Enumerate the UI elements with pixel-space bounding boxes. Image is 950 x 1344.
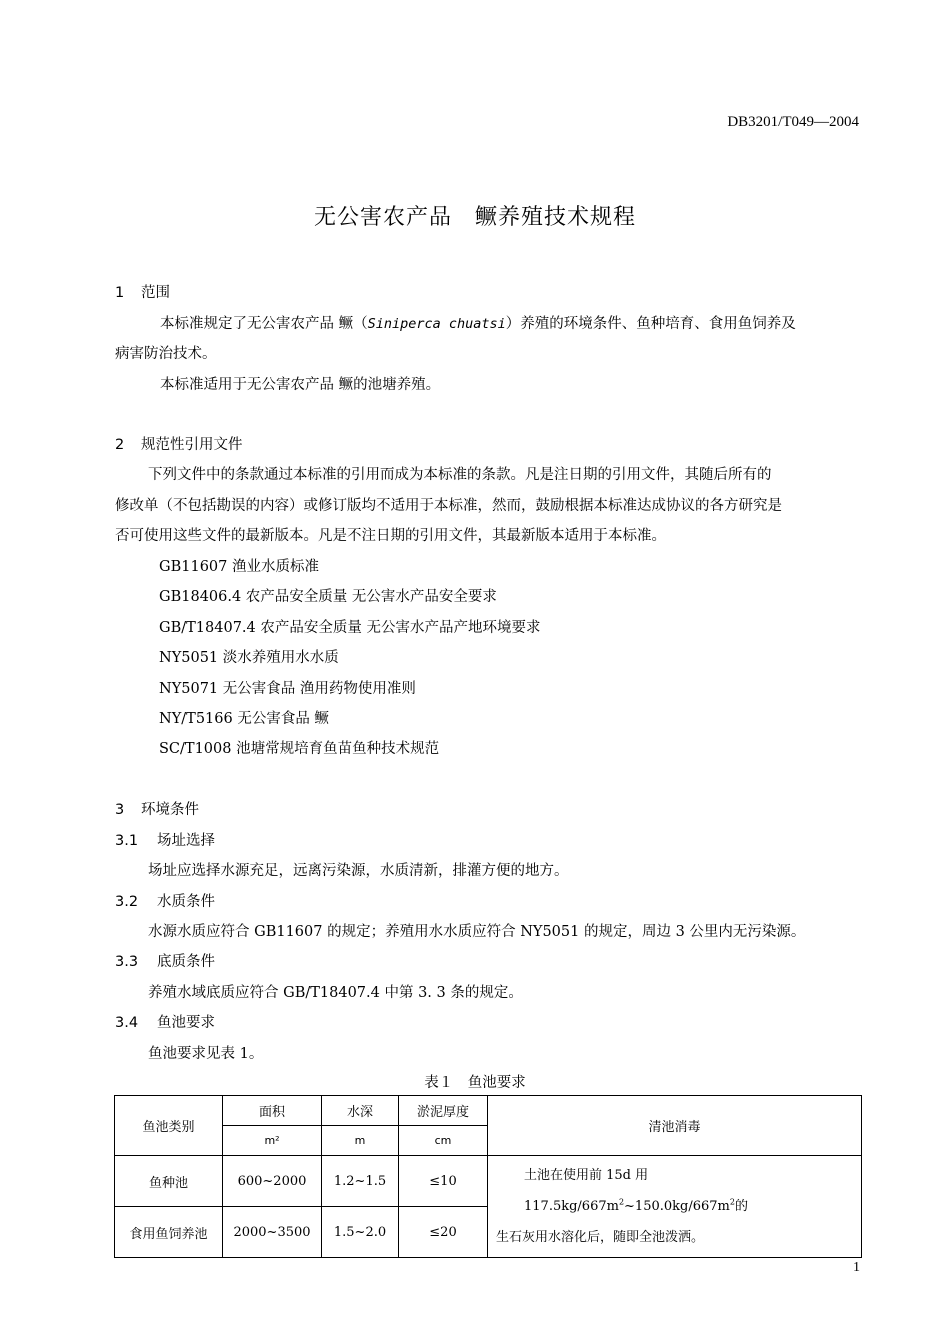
page-title: 无公害农产品 鳜养殖技术规程 xyxy=(313,205,636,230)
table-header-row xyxy=(115,1096,862,1126)
section-2-line-2: 修改单（不包括勘误的内容）或修订版均不适用于本标准，然而，鼓励根据本标准达成协议的各方研究是 xyxy=(115,498,782,514)
section-1-para-1-line-1 xyxy=(160,312,796,333)
cell-area: 2000~3500 xyxy=(223,1207,322,1258)
reference-item: NY/T5166 无公害食品 鳜 xyxy=(159,711,329,727)
subsection-3-1-heading xyxy=(115,829,215,850)
section-2-heading xyxy=(115,433,243,454)
subsection-3-2-heading xyxy=(115,890,215,911)
reference-item: NY5071 无公害食品 渔用药物使用准则 xyxy=(159,681,416,697)
table-row xyxy=(115,1156,862,1207)
disinfect-line-1 xyxy=(496,1160,853,1222)
header-disinfect: 清池消毒 xyxy=(488,1096,862,1156)
unit-area: m² xyxy=(223,1126,322,1156)
subsection-title: 水质条件 xyxy=(157,894,215,910)
table-caption: 表１ 鱼池要求 xyxy=(424,1075,526,1091)
unit-silt: cm xyxy=(399,1126,488,1156)
subsection-title: 场址选择 xyxy=(157,833,215,849)
document-number: DB3201/T049—2004 xyxy=(727,114,859,130)
subsection-title: 鱼池要求 xyxy=(157,1015,215,1031)
reference-item: GB/T18407.4 农产品安全质量 无公害水产品产地环境要求 xyxy=(159,620,541,636)
cell-depth: 1.5~2.0 xyxy=(322,1207,399,1258)
section-number: 2 xyxy=(115,437,125,453)
section-3-heading xyxy=(115,798,199,819)
section-title: 规范性引用文件 xyxy=(141,437,243,453)
header-pond-type: 鱼池类别 xyxy=(115,1096,223,1156)
latin-name: Siniperca chuatsi xyxy=(367,316,506,332)
reference-item: NY5051 淡水养殖用水水质 xyxy=(159,650,339,666)
subsection-3-4-text: 鱼池要求见表 1。 xyxy=(148,1046,264,1062)
subsection-title: 底质条件 xyxy=(157,954,215,970)
section-title: 环境条件 xyxy=(141,802,199,818)
section-number: 1 xyxy=(115,285,125,301)
cell-disinfect xyxy=(488,1156,862,1258)
reference-item: GB11607 渔业水质标准 xyxy=(159,559,319,575)
subsection-3-4-heading xyxy=(115,1011,215,1032)
section-2-line-1: 下列文件中的条款通过本标准的引用而成为本标准的条款。凡是注日期的引用文件，其随后所有的 xyxy=(148,467,772,483)
cell-area: 600~2000 xyxy=(223,1156,322,1207)
subsection-3-3-heading xyxy=(115,950,215,971)
subsection-3-2-text: 水源水质应符合 GB11607 的规定；养殖用水水质应符合 NY5051 的规定，周边 3 公里内无污染源。 xyxy=(148,924,806,940)
disinfect-line-2: 生石灰用水溶化后，随即全池泼洒。 xyxy=(496,1230,705,1245)
unit-depth: m xyxy=(322,1126,399,1156)
section-2-line-3: 否可使用这些文件的最新版本。凡是不注日期的引用文件，其最新版本适用于本标准。 xyxy=(115,528,666,544)
header-depth: 水深 xyxy=(322,1096,399,1126)
text-run: 土池在使用前 15d 用 117.5kg/667m xyxy=(524,1168,649,1214)
cell-silt: ≤10 xyxy=(399,1156,488,1207)
cell-depth: 1.2~1.5 xyxy=(322,1156,399,1207)
text-run: ~150.0kg/667m xyxy=(624,1199,730,1214)
subsection-number: 3.4 xyxy=(115,1015,139,1031)
superscript: 2 xyxy=(729,1197,735,1207)
subsection-number: 3.3 xyxy=(115,954,139,970)
subsection-number: 3.2 xyxy=(115,894,139,910)
header-area: 面积 xyxy=(223,1096,322,1126)
section-number: 3 xyxy=(115,802,125,818)
text-run: 本标准规定了无公害农产品 鳜（ xyxy=(160,316,368,332)
header-silt: 淤泥厚度 xyxy=(399,1096,488,1126)
cell-pond-type: 鱼种池 xyxy=(115,1156,223,1207)
section-1-heading xyxy=(115,281,170,302)
page-number: 1 xyxy=(853,1260,860,1275)
cell-silt: ≤20 xyxy=(399,1207,488,1258)
reference-item: SC/T1008 池塘常规培育鱼苗鱼种技术规范 xyxy=(159,741,440,757)
superscript: 2 xyxy=(618,1197,625,1207)
section-title: 范围 xyxy=(141,285,170,301)
subsection-3-3-text: 养殖水域底质应符合 GB/T18407.4 中第 3. 3 条的规定。 xyxy=(148,985,523,1001)
fish-pond-table xyxy=(114,1095,862,1258)
cell-pond-type: 食用鱼饲养池 xyxy=(115,1207,223,1258)
text-run: 的 xyxy=(734,1199,748,1214)
subsection-number: 3.1 xyxy=(115,833,139,849)
subsection-3-1-text: 场址应选择水源充足，远离污染源，水质清新，排灌方便的地方。 xyxy=(148,863,569,879)
reference-item: GB18406.4 农产品安全质量 无公害水产品安全要求 xyxy=(159,589,497,605)
section-1-para-1-line-2: 病害防治技术。 xyxy=(115,346,217,362)
section-1-para-2: 本标准适用于无公害农产品 鳜的池塘养殖。 xyxy=(160,377,441,393)
text-run: ）养殖的环境条件、鱼种培育、食用鱼饲养及 xyxy=(505,316,796,332)
